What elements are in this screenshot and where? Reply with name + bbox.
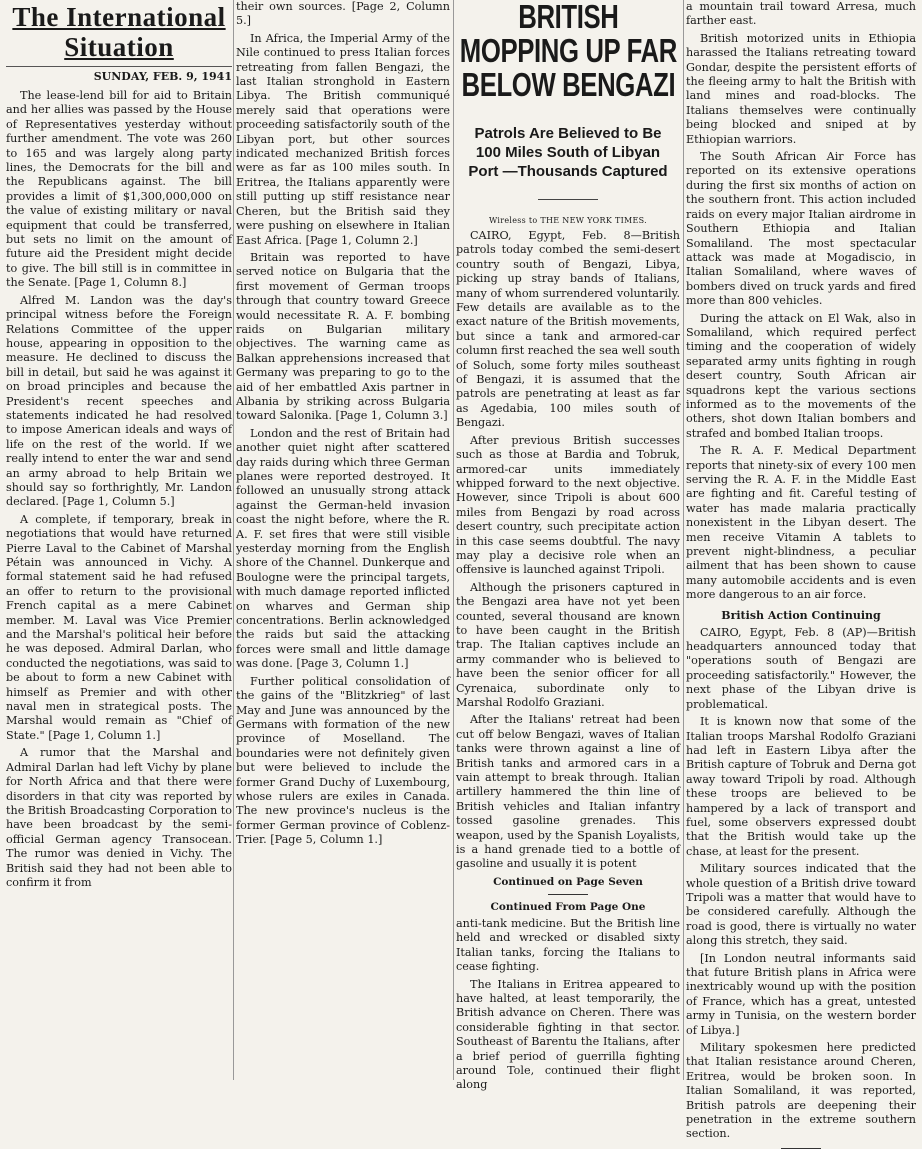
dateline: SUNDAY, FEB. 9, 1941 bbox=[6, 66, 232, 83]
paragraph: In Africa, the Imperial Army of the Nile continued to press Italian forces retreating from fallen Bengazi, the last Italian stronghold in Eastern Libya. The British communiqué merely said that operations were proceeding satisfactorily south of the Libyan port, but other sources indicated mechanized British forces were as far as 100 miles south. In Eritrea, the Italians apparently were still putting up stiff resistance near Cheren, but the British said they were pushing on elsewhere in Italian East Africa. [Page 1, Column 2.] bbox=[236, 31, 450, 247]
paragraph: After the Italians' retreat had been cut off below Bengazi, waves of Italian tanks were thrown against a line of British tanks and armored cars in a vain attempt to break through. Italian artillery hammered the thin line of British vehicles and Italian infantry tossed gasoline grenades. This weapon, used by the Spanish Loyalists, is a hand grenade tied to a bottle of gasoline and usually it is potent bbox=[456, 713, 680, 871]
paragraph: The lease-lend bill for aid to Britain and her allies was passed by the House of Representatives yesterday without further amendment. The vote was 260 to 165 and was largely along party lines, the Democrats for the bill and the Republicans against. The bill provides a limit of $1,300,000,000 on the value of existing military or naval equipment that could be transferred, but sets no limit on the amount of future aid the President might decide to give. The bill still is in committee in the Senate. [Page 1, Column 8.] bbox=[6, 89, 232, 290]
paragraph: Although the prisoners captured in the Bengazi area have not yet been counted, several thousand are known to have been caught in the British trap. The Italian captives include an army commander who is believed to have been the senior officer for all Cyrenaica, subordinate only to Marshal Rodolfo Graziani. bbox=[456, 580, 680, 709]
paragraph: CAIRO, Egypt, Feb. 8—British patrols today combed the semi-desert country south of Bengazi, Libya, picking up stray bands of Italians, many of whom surrendered voluntarily. Few details are available as to the exact nature of the British movements, but since a tank and armored-car column first reached the sea well south of Soluch, some forty miles southeast of Bengazi, it is assumed that the patrols are penetrating at least as far as Agedabia, 100 miles south of Bengazi. bbox=[456, 229, 680, 430]
paragraph: their own sources. [Page 2, Column 5.] bbox=[236, 0, 450, 28]
paragraph: The South African Air Force has reported on its extensive operations during the first six months of action on the southern front. This action included raids on every major Italian airdrome in Southern Ethiopia and Italian Somaliland. The most spectacular attack was made at Mogadiscio, in Italian Somaliland, where waves of bombers dived on truck yards and fired more than 800 vehicles. bbox=[686, 150, 916, 308]
column-rule bbox=[233, 0, 234, 1080]
paragraph: Military sources indicated that the whole question of a British drive toward Tripoli was a matter that would have to be considered carefully. Although the road is good, there is virtually no water along this stretch, they said. bbox=[686, 862, 916, 948]
jump-rule bbox=[548, 894, 588, 895]
paragraph: Britain was reported to have served notice on Bulgaria that the first movement of German troops through that country toward Greece would necessitate R. A. F. bombing raids on Bulgarian military objectives. The warning came as Balkan apprehensions increased that Germany was preparing to go to the aid of her embattled Axis partner in Albania by striking across Bulgaria toward Salonika. [Page 1, Column 3.] bbox=[236, 250, 450, 423]
paragraph: The R. A. F. Medical Department reports that ninety-six of every 100 men serving the R. A. F. in the Middle East are fighting and fit. Careful testing of water has made malaria practically nonexistent in the Libyan desert. The men receive Vitamin A tablets to prevent night-blindness, a peculiar ailment that has been shown to cause many automobile accidents and is even more dangerous to an air force. bbox=[686, 444, 916, 602]
subhead-british-action: British Action Continuing bbox=[721, 608, 881, 622]
wireless-credit: Wireless to THE NEW YORK TIMES. bbox=[488, 216, 648, 225]
column-rule bbox=[453, 0, 454, 1080]
paragraph: Military spokesmen here predicted that Italian resistance around Cheren, Eritrea, would be broken soon. In Italian Somaliland, it was reported, British patrols are deepening their penetration in the extreme southern section. bbox=[686, 1041, 916, 1141]
paragraph: Alfred M. Landon was the day's principal witness before the Foreign Relations Committee of the upper house, appearing in opposition to the measure. He declined to discuss the bill in detail, but said he was against it on broad principles and because the President's recent speeches and statements indicated he had resolved to impose American ideals and ways of life on the rest of the world. If we really intend to enter the war and send an army abroad to help Britain we should say so forthrightly, Mr. Landon declared. [Page 1, Column 5.] bbox=[6, 293, 232, 509]
column-british-mopping-up bbox=[456, 0, 680, 1092]
paragraph: A rumor that the Marshal and Admiral Darlan had left Vichy by plane for North Africa and that there were disorders in that city was reported by the British Broadcasting Corporation to have been broadcast by the semi-official German agency Transocean. The rumor was denied in Vichy. The British said they had not been able to confirm it from bbox=[6, 746, 232, 889]
paragraph: [In London neutral informants said that future British plans in Africa were inextricably wound up with the position of France, which has a great, untested army in Tunisia, on the western border of Libya.] bbox=[686, 951, 916, 1037]
column-international-situation-continued bbox=[236, 0, 450, 1080]
deck-headline: Patrols Are Believed to Be 100 Miles South of Libyan Port —Thousands Captured bbox=[468, 125, 668, 180]
paragraph: London and the rest of Britain had another quiet night after scattered day raids during which three German planes were reported destroyed. It followed an unusually strong attack against the German-held invasion coast the night before, where the R. A. F. set fires that were still visible yesterday morning from the English shore of the Channel. Dunkerque and Boulogne were the principal targets, with much damage reported inflicted on wharves and German ship concentrations. Berlin acknowledged the raids but said the attacking forces were small and little damage was done. [Page 3, Column 1.] bbox=[236, 426, 450, 671]
paragraph: a mountain trail toward Arresa, much farther east. bbox=[686, 0, 916, 28]
continued-from-jump: Continued From Page One bbox=[490, 900, 646, 913]
headline-british-mopping-up: BRITISH MOPPING UP FAR BELOW BENGAZI bbox=[459, 0, 677, 103]
paragraph: After previous British successes such as those at Bardia and Tobruk, armored-car units immediately whipped forward to the next objective. However, since Tripoli is about 600 miles from Bengazi by road across desert country, such precipitate action in this case seems doubtful. The navy may play a decisive role when an offensive is launched against Tripoli. bbox=[456, 433, 680, 577]
headline-international-situation: The International Situation bbox=[12, 2, 226, 62]
column-international-situation bbox=[6, 0, 232, 1080]
column-british-mopping-up-continued bbox=[686, 0, 916, 1141]
paragraph: A complete, if temporary, break in negotiations that would have returned Pierre Laval to the Cabinet of Marshal Pétain was announced in Vichy. A formal statement said he had refused an offer to return to the provisional French capital as a mere Cabinet member. M. Laval was Vice Premier and the Marshal's political heir before he was deposed. Admiral Darlan, who conducted the negotiations, was said to be about to form a new Cabinet with himself as Premier and with other naval men in strategical posts. The Marshal would remain as "Chief of State." [Page 1, Column 1.] bbox=[6, 512, 232, 742]
paragraph: The Italians in Eritrea appeared to have halted, at least temporarily, the British advance on Cheren. There was considerable fighting in that sector. Southeast of Barentu the Italians, after a brief period of guerrilla fighting around Tole, continued their flight along bbox=[456, 977, 680, 1092]
column-rule bbox=[683, 0, 684, 1080]
paragraph: During the attack on El Wak, also in Somaliland, which required perfect timing and the cooperation of widely separated army units fighting in rough desert country, South African air squadrons kept the various sections informed as to the movements of the others, shot down Italian bombers and strafed and bombed Italian troops. bbox=[686, 311, 916, 440]
paragraph: Further political consolidation of the gains of the "Blitzkrieg" of last May and June was announced by the Germans with formation of the new province of Moselland. The boundaries were not definitely given but were believed to include the former Grand Duchy of Luxembourg, whose rulers are exiles in Canada. The new province's nucleus is the former German province of Coblenz-Trier. [Page 5, Column 1.] bbox=[236, 674, 450, 847]
paragraph: CAIRO, Egypt, Feb. 8 (AP)—British headquarters announced today that "operations south of Bengazi are proceeding satisfactorily." However, the next phase of the Libyan drive is problematical. bbox=[686, 625, 916, 711]
paragraph: British motorized units in Ethiopia harassed the Italians retreating toward Gondar, despite the persistent efforts of the fleeing army to halt the British with land mines and road-blocks. The Italians themselves were continually being blocked and sniped at by Ethiopian warriors. bbox=[686, 31, 916, 146]
paragraph: It is known now that some of the Italian troops Marshal Rodolfo Graziani had left in Eastern Libya after the British capture of Tobruk and Derna got away toward Tripoli by road. Although these troops are believed to be hampered by a lack of transport and fuel, some observers expressed doubt that the British would take up the chase, at least for the present. bbox=[686, 715, 916, 858]
continued-on-jump: Continued on Page Seven bbox=[493, 875, 643, 888]
paragraph: anti-tank medicine. But the British line held and wrecked or disabled sixty Italian tanks, forcing the Italians to cease fighting. bbox=[456, 916, 680, 974]
deck-rule bbox=[538, 199, 598, 200]
